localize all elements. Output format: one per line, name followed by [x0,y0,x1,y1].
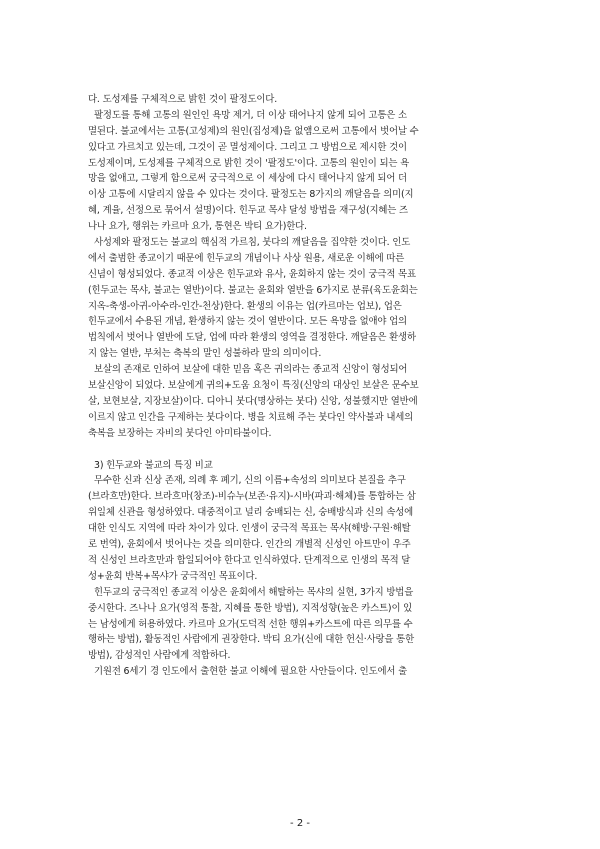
text-line: 축복을 보장하는 자비의 붓다인 아미타불이다. [88,427,272,439]
page-body [88,92,516,680]
text-line: 나나 요가, 행위는 카르마 요가, 통현은 박티 요가)한다. [88,221,307,233]
text-line: 혜, 계율, 선정으로 묶어서 설명)이다. 힌두교 목샤 달성 방법을 재구성(지혜는 즈 [88,205,408,217]
text-line: 도성제이며, 도성제를 구체적으로 밝힌 것이 '팔정도'이다. 고통의 원인이 되는 욕 [88,157,409,169]
text-line: 사성제와 팔정도는 불교의 핵심적 가르침, 붓다의 깨달음을 집약한 것이다. 인도 [94,237,411,249]
text-line: 보살의 존재로 인하여 보살에 대한 믿음 혹은 귀의라는 종교적 신앙이 형성되어 [94,364,408,376]
paragraph-buddhism-origin [88,664,516,680]
text-line: 무수한 신과 신상 존재, 의례 후 폐기, 신의 이름+속성의 의미보다 본질을 추구 [94,475,406,487]
page-number: - 2 - [290,818,310,829]
section-gap [88,442,516,458]
text-line: 에서 출범한 종교이기 때문에 힌두교의 개념이나 사상 원용, 새로운 이해에 따른 [88,252,405,264]
text-line: 적 신성인 브라흐만과 합일되어야 한다고 인식하였다. 단계적으로 인생의 목적 달 [88,554,411,566]
section-heading: 3) 힌두교와 불교의 특징 비교 [94,459,213,471]
text-line: 성+윤회 반복+목샤가 궁극적인 목표이다. [88,570,258,582]
text-line: 신념이 형성되었다. 종교적 이상은 힌두교와 유사, 윤회하지 않는 것이 궁극적 목표 [88,268,416,280]
text-line: 멸된다. 불교에서는 고통(고성제)의 원인(집성제)을 없앰으로써 고통에서 벗어날 수 [88,125,419,137]
text-line: 힌두교에서 수용된 개념, 환생하지 않는 것이 열반이다. 모든 욕망을 없애야 업의 [88,316,407,328]
text-line: 힌두교의 궁극적인 종교적 이상은 윤회에서 해탈하는 목샤의 실현, 3가지 방법을 [94,586,414,598]
text-line: 이르지 않고 인간을 구제하는 붓다이다. 병을 치료해 주는 붓다인 약사불과 내세의 [88,411,414,423]
paragraph-hindu-gods [88,473,516,584]
text-line: 있다고 가르치고 있는데, 그것이 곧 멸성제이다. 그리고 그 방법으로 제시한 것이 [88,141,407,153]
text-line: 는 남성에게 허용하였다. 카르마 요가(도덕적 선한 행위+카스트에 따른 의무를 수 [88,618,413,630]
text-line: (힌두교는 목샤, 불교는 열반)이다. 불교는 윤회와 열반을 6가지로 분류(육도윤회는 [88,284,418,296]
text-line: 위일체 신관을 형성하였다. 대중적이고 널리 숭배되는 신, 숭배방식과 신의 속성에 [88,507,414,519]
paragraph-hindu-moksha [88,585,516,664]
text-line: 행하는 방법), 활동적인 사람에게 권장한다. 박티 요가(신에 대한 헌신·사랑을 통한 [88,634,414,646]
text-line: 법칙에서 벗어나 열반에 도달, 업에 따라 환생의 영역을 결정한다. 깨달음은 환생하 [88,332,416,344]
text-line: 지옥-축생-아귀-아수라-인간-천상)한다. 환생의 이유는 업(카르마는 업보), 업은 [88,300,402,312]
paragraph-four-noble-truths [88,235,516,362]
text-line: 살, 보현보살, 지장보살)이다. 디아니 붓다(명상하는 붓다) 신앙, 성불했지만 열반에 [88,395,418,407]
paragraph-bodhisattva [88,362,516,441]
text-line: 다. 도성제를 구체적으로 밝힌 것이 팔정도이다. [88,94,278,105]
text-line: 방법), 감성적인 사람에게 적합하다. [88,650,231,662]
paragraph-doseongje-intro [88,92,516,108]
text-line: 기원전 6세기 경 인도에서 출현한 불교 이해에 필요한 사안들이다. 인도에서 출 [94,666,408,678]
text-line: 중시한다. 즈나나 요가(영적 통찰, 지혜를 통한 방법), 지적성향(높은 카스트)이 있 [88,602,413,614]
text-line: 대한 인식도 지역에 따라 차이가 있다. 인생이 궁극적 목표는 목샤(해방·구원·해탈 [88,523,411,535]
text-line: 팔정도를 통해 고통의 원인인 욕망 제거, 더 이상 태어나지 않게 되어 고통은 소 [94,109,407,121]
text-line: 지 않는 열반, 부처는 축복의 말인 성불하라 말의 의미이다. [88,348,322,360]
text-line: 이상 고통에 시달리지 않을 수 있다는 것이다. 팔정도는 8가지의 깨달음을 의미(지 [88,189,414,201]
paragraph-eightfold-path [88,108,516,235]
text-line: 로 번역), 윤회에서 벗어나는 것을 의미한다. 인간의 개별적 신성인 아트만이 우주 [88,539,411,551]
text-line: 망을 없애고, 그렇게 함으로써 궁극적으로 이 세상에 다시 태어나지 않게 되어 더 [88,173,407,185]
text-line: (브라흐만)한다. 브라흐마(창조)-비슈누(보존·유지)-시바(파괴·해체)를 통합하는 삼 [88,491,416,503]
text-line: 보살신앙이 되었다. 보살에게 귀의+도움 요청이 특징(신앙의 대상인 보살은 문수보 [88,380,419,392]
